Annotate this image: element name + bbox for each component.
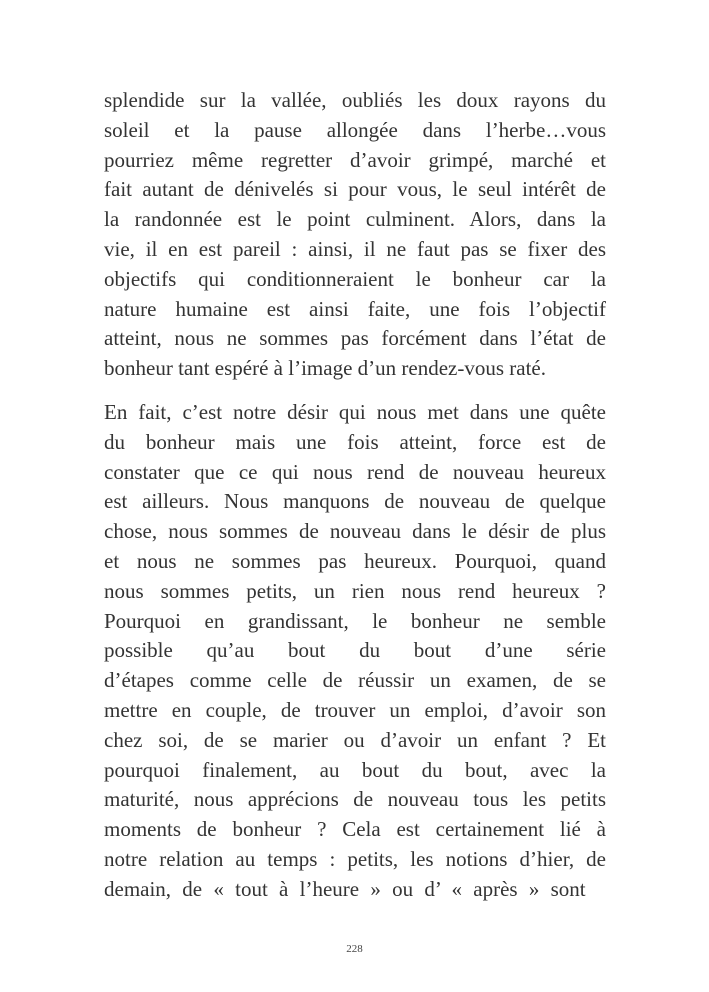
- text-line: chez soi, de se marier ou d’avoir un enfant ? Et: [104, 727, 606, 752]
- text-line: du bonheur mais une fois atteint, force est de: [104, 429, 606, 454]
- text-line: et nous ne sommes pas heureux. Pourquoi, quand: [104, 548, 606, 573]
- text-line: En fait, c’est notre désir qui nous met dans une quête: [104, 400, 606, 424]
- text-line: vie, il en est pareil : ainsi, il ne faut pas se fixer des: [104, 236, 606, 261]
- text-line: nature humaine est ainsi faite, une fois l’objectif: [104, 296, 606, 321]
- text-line: mettre en couple, de trouver un emploi, d’avoir son: [104, 697, 606, 722]
- text-line: pourquoi finalement, au bout du bout, avec la: [104, 757, 606, 782]
- text-line: chose, nous sommes de nouveau dans le désir de plus: [104, 519, 606, 544]
- text-line: d’étapes comme celle de réussir un examen, de se: [104, 668, 606, 693]
- paragraph-2: [104, 398, 606, 905]
- text-line: bonheur tant espéré à l’image d’un rendez-vous raté.: [104, 356, 546, 381]
- paragraph-1: [104, 86, 606, 384]
- text-line: soleil et la pause allongée dans l’herbe…vous: [104, 117, 606, 142]
- text-line: constater que ce qui nous rend de nouveau heureux: [104, 459, 606, 484]
- page-number: 228: [346, 943, 363, 955]
- text-line: objectifs qui conditionneraient le bonheur car la: [104, 266, 606, 291]
- text-line: nous sommes petits, un rien nous rend heureux ?: [104, 578, 606, 603]
- text-line: moments de bonheur ? Cela est certainement lié à: [104, 817, 606, 842]
- text-line: est ailleurs. Nous manquons de nouveau de quelque: [104, 489, 606, 514]
- text-line: notre relation au temps : petits, les notions d’hier, de: [104, 846, 606, 871]
- text-line: splendide sur la vallée, oubliés les doux rayons du: [104, 88, 606, 112]
- text-line: la randonnée est le point culminent. Alors, dans la: [104, 207, 606, 232]
- text-line: Pourquoi en grandissant, le bonheur ne semble: [104, 608, 606, 633]
- text-line: atteint, nous ne sommes pas forcément dans l’état de: [104, 326, 606, 351]
- text-line: pourriez même regretter d’avoir grimpé, marché et: [104, 147, 606, 172]
- text-line: demain, de « tout à l’heure » ou d’ « après » sont: [104, 876, 586, 901]
- text-line: possible qu’au bout du bout d’une série: [104, 638, 606, 663]
- text-line: fait autant de dénivelés si pour vous, le seul intérêt de: [104, 177, 606, 202]
- text-line: maturité, nous apprécions de nouveau tous les petits: [104, 787, 606, 812]
